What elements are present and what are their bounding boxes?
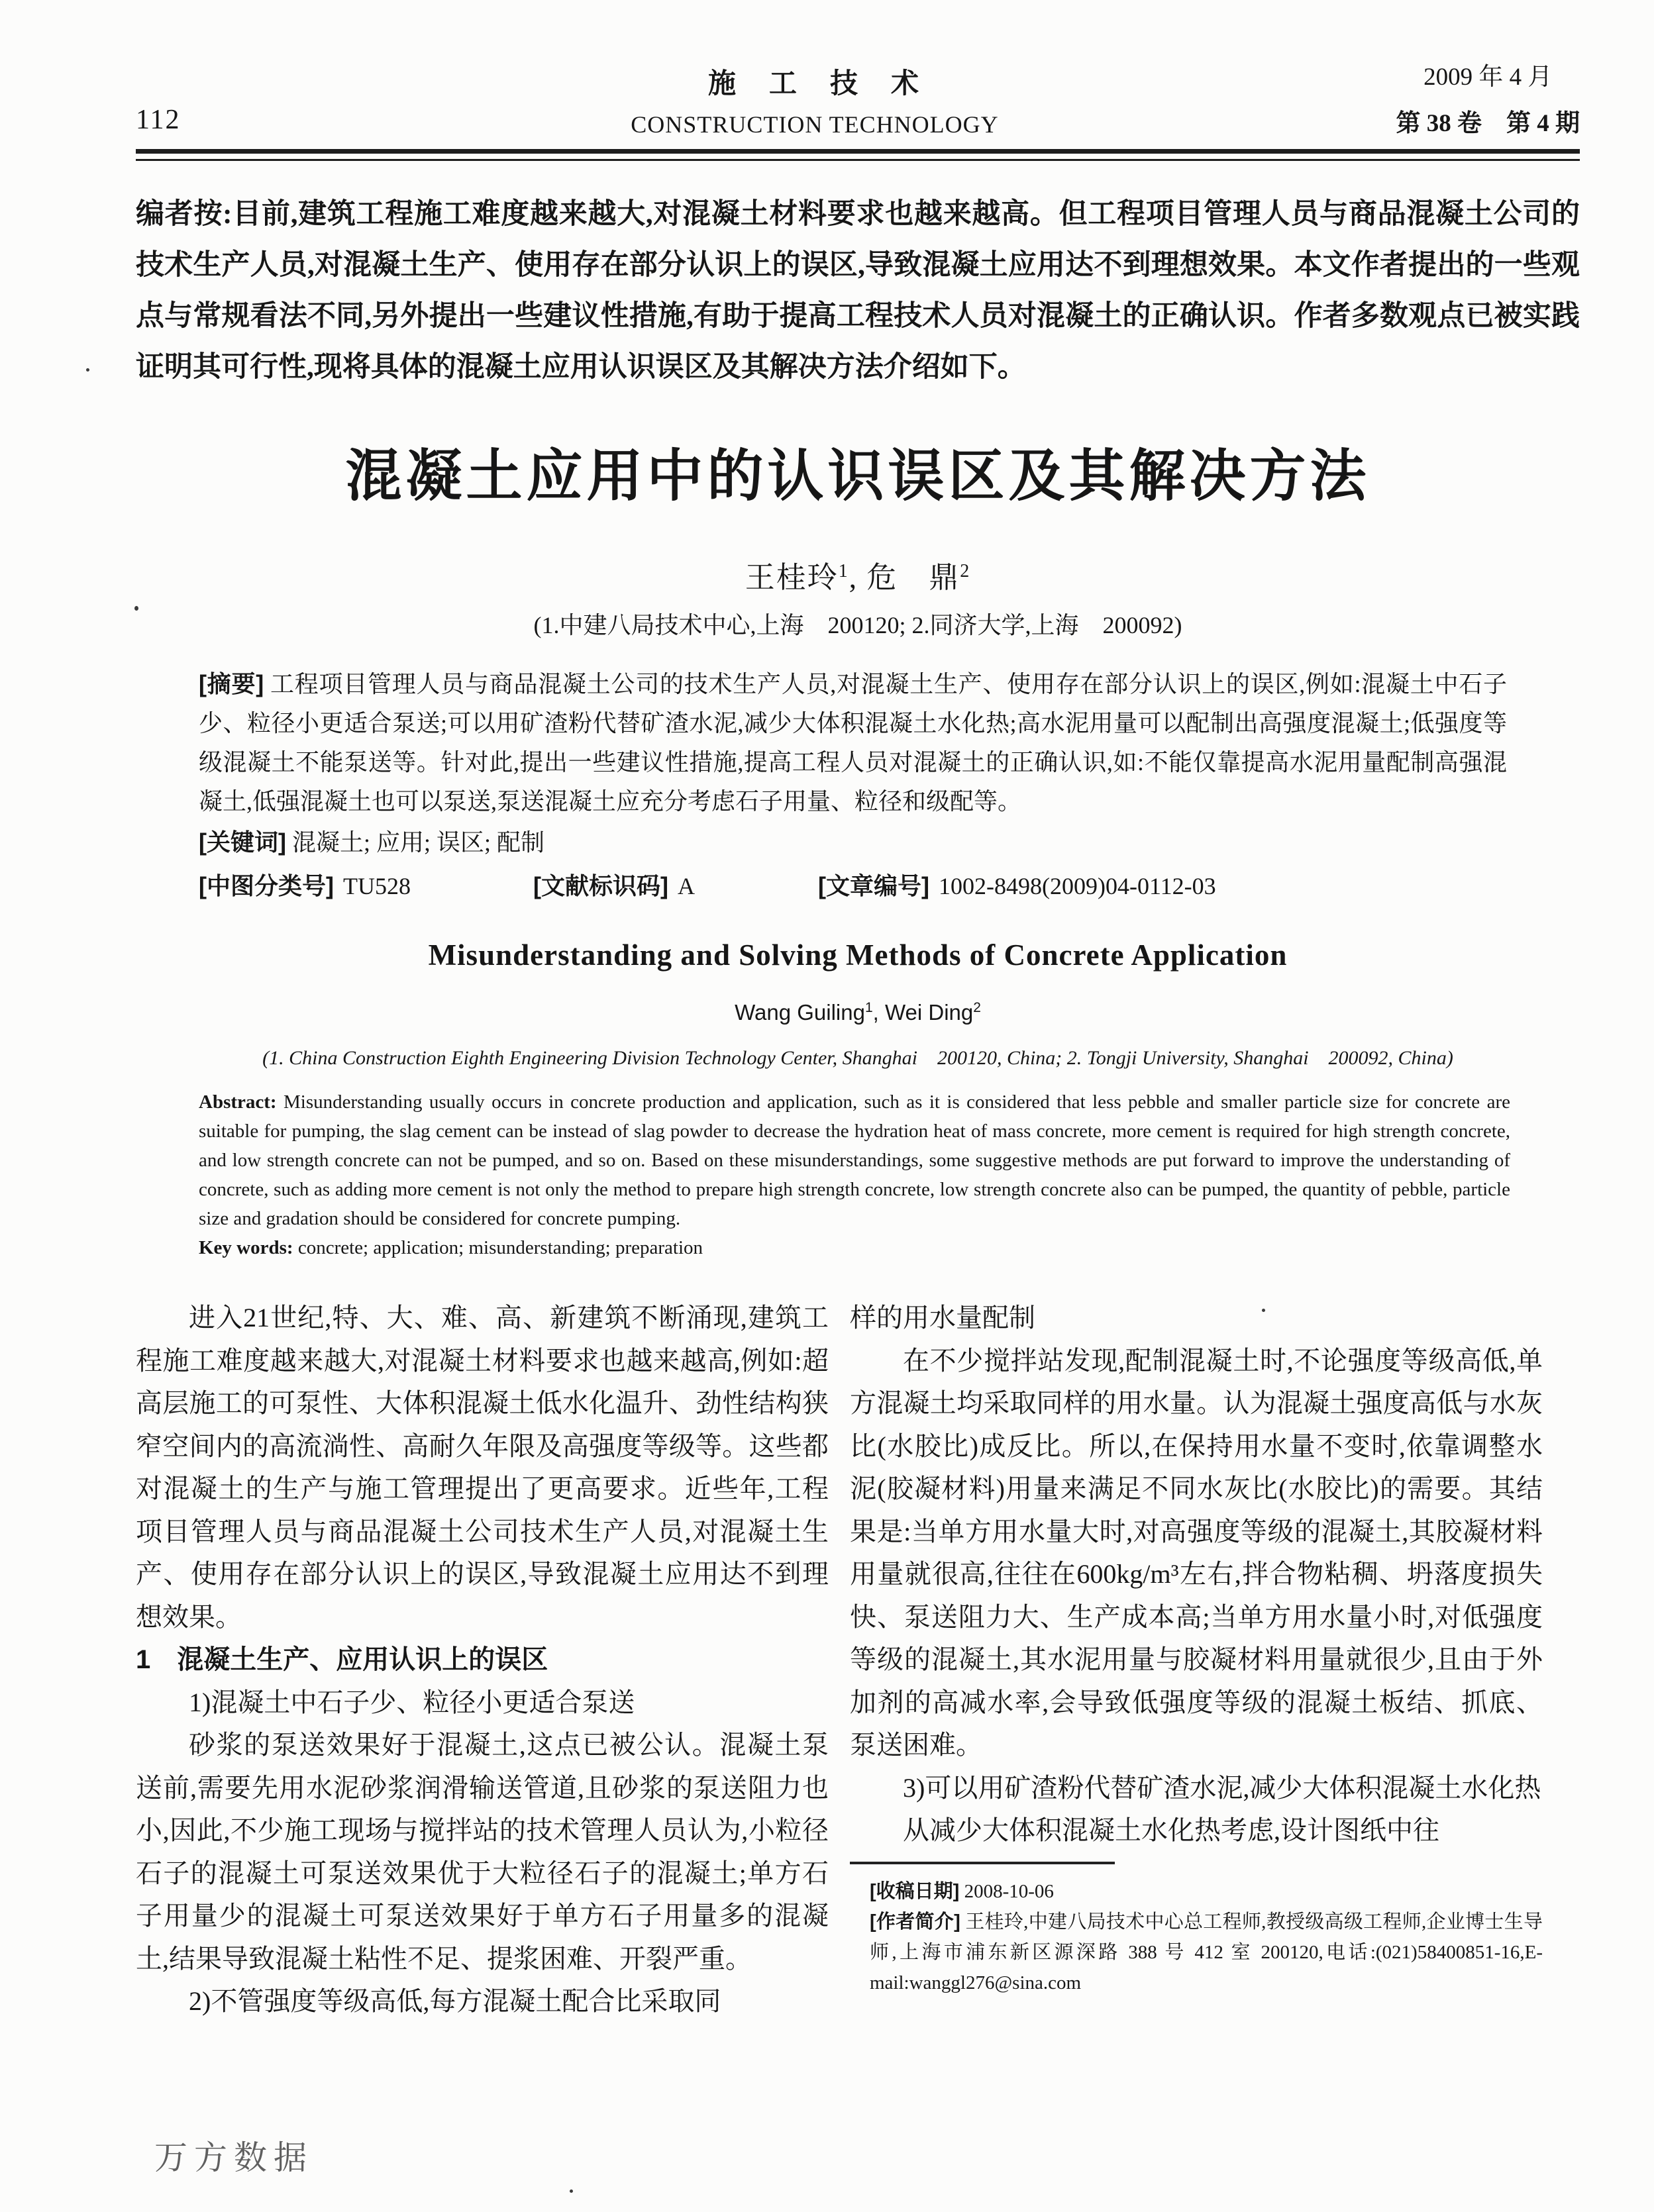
header-rule [136, 149, 1580, 161]
issue-date: 2009 年 4 月 [1423, 64, 1553, 91]
author-sup-2: 2 [960, 561, 971, 581]
doc-code-value: A [677, 873, 695, 899]
english-authors [136, 1000, 1580, 1025]
author-bio-label: [作者简介] [870, 1911, 960, 1933]
english-author-sup-2: 2 [973, 1000, 981, 1015]
english-keywords-line [199, 1233, 1510, 1262]
authors-line [136, 553, 1580, 596]
body-paragraph: 3)可以用矿渣粉代替矿渣水泥,减少大体积混凝土水化热 [903, 1772, 1541, 1803]
abstract-cn-label: [摘要] [199, 670, 264, 697]
english-author-sup-1: 1 [864, 1000, 873, 1015]
footnote [850, 1862, 1543, 1998]
english-author-separator: , [872, 1000, 885, 1025]
body-paragraph: 从减少大体积混凝土水化热考虑,设计图纸中往 [903, 1815, 1439, 1845]
body-paragraph: 1)混凝土中石子少、粒径小更适合泵送 [189, 1687, 635, 1717]
author-bio-line [870, 1907, 1543, 1998]
editor-note-label: 编者按: [136, 199, 233, 230]
volume-issue: 第 38 卷 第 4 期 [1396, 110, 1580, 137]
english-abstract-label: Abstract: [199, 1091, 277, 1113]
keywords-cn-text: 混凝土; 应用; 误区; 配制 [291, 829, 544, 856]
body-column-left [136, 1297, 829, 2023]
body-paragraph: 2)不管强度等级高低,每方混凝土配合比采取同 [189, 1986, 721, 2016]
abstract-cn-text: 工程项目管理人员与商品混凝土公司的技术生产人员,对混凝土生产、使用存在部分认识上的误区,例如:混凝土中石子少、粒径小更适合泵送;可以用矿渣粉代替矿渣水泥,减少大体积混凝土水化热;高水泥用量可以配制出高强度混凝土;低强度等级混凝土不能泵送等。针对此,提出一些建议性措施,提高工程人员对混凝土的正确认识,如:不能仅靠提高水泥用量配制高强混凝土,低强混凝土也可以泵送,泵送混凝土应充分考虑石子用量、粒径和级配等。 [199, 671, 1507, 815]
doc-code-label: [文献标识码] [533, 872, 668, 899]
journal-title-en: CONSTRUCTION TECHNOLOGY [631, 111, 999, 138]
clc-label: [中图分类号] [199, 872, 334, 899]
english-author-2: Wei Ding [884, 1000, 974, 1025]
english-abstract-text: Misunderstanding usually occurs in concrete production and application, such as it is considered that less pebble and smaller particle size for concrete are suitable for pumping, the slag cement can be instead of slag powder to decrease the hydration heat of mass concrete, more cement is required for high strength concrete, and low strength concrete can not be pumped, and so on. Based on these misunderstandings, some suggestive methods are put forward to improve the understanding of concrete, such as adding more cement is not only the method to prepare high strength concrete, low strength concrete also can be pumped, the quantity of pebble, particle size and gradation should be considered for concrete pumping. [199, 1091, 1510, 1229]
journal-title-cn: 施 工 技 术 [707, 69, 921, 99]
received-date-line [870, 1876, 1543, 1907]
page-number: 112 [136, 105, 181, 135]
clc-value: TU528 [342, 873, 411, 899]
article-id-label: [文章编号] [818, 872, 929, 899]
journal-title-block [631, 62, 998, 138]
english-abstract [199, 1087, 1510, 1262]
keywords-cn [199, 823, 1507, 862]
doc-code-item [533, 866, 818, 906]
received-date-value: 2008-10-06 [964, 1880, 1054, 1902]
meta-row [199, 866, 1507, 906]
received-date-label: [收稿日期] [870, 1880, 960, 1902]
wanfang-watermark: 万方数据 [154, 2139, 313, 2176]
affiliation-line: (1.中建八局技术中心,上海 200120; 2.同济大学,上海 200092) [533, 612, 1182, 638]
article-title: 混凝土应用中的认识误区及其解决方法 [345, 446, 1370, 508]
author-name-1: 王桂玲 [745, 561, 839, 594]
english-abstract-paragraph [199, 1087, 1510, 1233]
author-bio-text: 王桂玲,中建八局技术中心总工程师,教授级高级工程师,企业博士生导师,上海市浦东新区源深路 388 号 412 室 200120,电话:(021)58400851-16,E-mail:wanggl276@sina.com [870, 1911, 1543, 1993]
author-sup-1: 1 [838, 561, 849, 581]
body-paragraph: 进入21世纪,特、大、难、高、新建筑不断涌现,建筑工程施工难度越来越大,对混凝土材料要求也越来越高,例如:超高层施工的可泵性、大体积混凝土低水化温升、劲性结构狭窄空间内的高流淌性、高耐久年限及高强度等级等。这些都对混凝土的生产与施工管理提出了更高要求。近些年,工程项目管理人员与商品混凝土公司技术生产人员,对混凝土生产、使用存在部分认识上的误区,导致混凝土应用达不到理想效果。 [136, 1303, 829, 1632]
english-keywords-label: Key words: [199, 1237, 293, 1258]
article-id-item [818, 866, 1216, 906]
english-title: Misunderstanding and Solving Methods of Concrete Application [428, 938, 1288, 972]
body-column-right [850, 1297, 1543, 2023]
footnote-rule [850, 1862, 1115, 1864]
english-affiliation: (1. China Construction Eighth Engineering Division Technology Center, Shanghai 200120, China; 2. Tongji University, Shanghai 200092, China) [262, 1047, 1453, 1069]
page-header [136, 56, 1580, 138]
body-columns [136, 1297, 1580, 2023]
clc-item [199, 866, 533, 906]
article-id-value: 1002-8498(2009)04-0112-03 [938, 873, 1216, 899]
body-paragraph: 砂浆的泵送效果好于混凝土,这点已被公认。混凝土泵送前,需要先用水泥砂浆润滑输送管道,且砂浆的泵送阻力也小,因此,不少施工现场与搅拌站的技术管理人员认为,小粒径石子的混凝土可泵送效果优于大粒径石子的混凝土;单方石子用量少的混凝土可泵送效果好于单方石子用量多的混凝土,结果导致混凝土粘性不足、提浆困难、开裂严重。 [136, 1730, 829, 1974]
author-separator: , [849, 561, 867, 594]
body-paragraph: 在不少搅拌站发现,配制混凝土时,不论强度等级高低,单方混凝土均采取同样的用水量。认为混凝土强度高低与水灰比(水胶比)成反比。所以,在保持用水量不变时,依靠调整水泥(胶凝材料)用量来满足不同水灰比(水胶比)的需要。其结果是:当单方用水量大时,对高强度等级的混凝土,其胶凝材料用量就很高,往往在600kg/m³左右,拌合物粘稠、坍落度损失快、泵送阻力大、生产成本高;当单方用水量小时,对低强度等级的混凝土,其水泥用量与胶凝材料用量就很少,且由于外加剂的高减水率,会导致低强度等级的混凝土板结、抓底、泵送困难。 [850, 1345, 1543, 1760]
section-heading: 1 混凝土生产、应用认识上的误区 [136, 1645, 548, 1674]
body-column-right-paragraphs [850, 1297, 1543, 1852]
keywords-cn-label: [关键词] [199, 829, 286, 856]
editor-note-text: 目前,建筑工程施工难度越来越大,对混凝土材料要求也越来越高。但工程项目管理人员与商品混凝土公司的技术生产人员,对混凝土生产、使用存在部分认识上的误区,导致混凝土应用达不到理想效果。本文作者提出的一些观点与常规看法不同,另外提出一些建议性措施,有助于提高工程技术人员对混凝土的正确认识。作者多数观点已被实践证明其可行性,现将具体的混凝土应用认识误区及其解决方法介绍如下。 [136, 199, 1580, 383]
editor-note [136, 189, 1580, 393]
scan-speck [134, 606, 138, 611]
english-keywords-text: concrete; application; misunderstanding; preparation [297, 1237, 703, 1258]
abstract-cn [199, 664, 1507, 821]
body-paragraph: 样的用水量配制 [850, 1303, 1035, 1332]
english-author-1: Wang Guiling [735, 1000, 865, 1025]
scan-speck [86, 368, 89, 372]
issue-info-block [1396, 56, 1580, 138]
scan-speck [570, 2189, 573, 2193]
scan-speck [1262, 1309, 1265, 1312]
author-name-2: 危 鼎 [866, 561, 960, 594]
